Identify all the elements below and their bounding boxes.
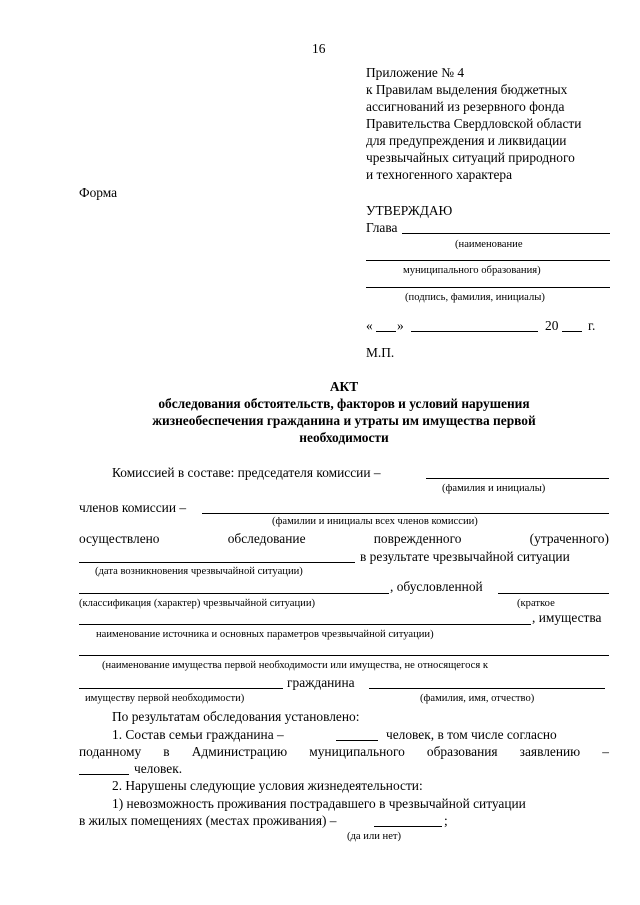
yes-no-hint: (да или нет) [347, 831, 402, 842]
appendix-line: ассигнований из резервного фонда [366, 99, 565, 114]
act-subtitle-line: необходимости [299, 430, 389, 445]
citizen-label: гражданина [287, 675, 355, 690]
approve-title: УТВЕРЖДАЮ [366, 203, 453, 218]
condition-1a: 1) невозможность проживания пострадавшего в чрезвычайной ситуации [112, 796, 526, 811]
seal-label: М.П. [366, 345, 395, 360]
source-line [79, 624, 531, 625]
members-label: членов комиссии – [79, 500, 187, 515]
brief-hint: (краткое [517, 598, 555, 609]
family-line-3: человек. [134, 761, 183, 776]
emergency-date-line [79, 562, 355, 563]
date-year-line [562, 331, 582, 332]
head-name-line [402, 233, 610, 234]
date-open: « [366, 318, 373, 333]
hint-signature: (подпись, фамилия, инициалы) [405, 292, 545, 303]
hint-name: (наименование [455, 239, 523, 250]
chair-hint: (фамилия и инициалы) [442, 483, 546, 494]
family-line-2 [79, 743, 609, 760]
members-line [202, 513, 609, 514]
property-line [79, 655, 609, 656]
appendix-line: чрезвычайных ситуаций природного [366, 150, 575, 165]
family-word: образования [426, 744, 498, 759]
family-word: – [602, 744, 609, 759]
act-subtitle-line: жизнеобеспечения гражданина и утраты им имущества первой [152, 413, 536, 428]
caused-by-label: , обусловленной [390, 579, 483, 594]
members-hint: (фамилии и инициалы всех членов комиссии) [272, 516, 478, 527]
chair-line [426, 478, 609, 479]
survey-line [79, 530, 609, 547]
family-word: поданному [79, 744, 142, 759]
results-intro: По результатам обследования установлено: [112, 709, 360, 724]
signature-line [366, 287, 610, 288]
conditions-intro: 2. Нарушены следующие условия жизнедеятельности: [112, 778, 423, 793]
application-count-line [79, 774, 129, 775]
property-hint-2: имуществу первой необходимости) [85, 693, 245, 704]
head-label: Глава [366, 220, 398, 235]
appendix-line: и техногенного характера [366, 167, 513, 182]
family-line-1a: 1. Состав семьи гражданина – [112, 727, 284, 742]
survey-word: поврежденного [373, 531, 462, 546]
year-suffix: г. [588, 318, 596, 333]
appendix-line: к Правилам выделения бюджетных [366, 82, 568, 97]
emergency-date-hint: (дата возникновения чрезвычайной ситуации) [95, 566, 303, 577]
appendix-line: Правительства Свердловской области [366, 116, 582, 131]
form-label: Форма [79, 185, 118, 200]
source-hint: наименование источника и основных параметров чрезвычайной ситуации) [96, 629, 434, 640]
property-cont-line [79, 688, 283, 689]
fio-hint: (фамилия, имя, отчество) [420, 693, 535, 704]
condition-1-end: ; [444, 813, 448, 828]
family-line-1b: человек, в том числе согласно [386, 727, 557, 742]
hint-municipal: муниципального образования) [403, 265, 541, 276]
year-prefix: 20 [545, 318, 559, 333]
page-number: 16 [312, 41, 326, 56]
property-label: , имущества [532, 610, 602, 625]
appendix-line: для предупреждения и ликвидации [366, 133, 567, 148]
survey-word: (утраченного) [529, 531, 609, 546]
emergency-result: в результате чрезвычайной ситуации [360, 549, 570, 564]
classification-hint: (классификация (характер) чрезвычайной ситуации) [79, 598, 316, 609]
municipal-line [366, 260, 610, 261]
survey-word: обследование [227, 531, 306, 546]
commission-chair-label: Комиссией в составе: председателя комиссии – [112, 465, 381, 480]
yes-no-line [374, 826, 442, 827]
brief-line [498, 593, 609, 594]
appendix-title: Приложение № 4 [366, 65, 465, 80]
citizen-line [369, 688, 605, 689]
classification-line [79, 593, 389, 594]
condition-1b: в жилых помещениях (местах проживания) – [79, 813, 337, 828]
family-word: в [163, 744, 170, 759]
property-hint-1: (наименование имущества первой необходимости или имущества, не относящегося к [102, 660, 488, 671]
date-close: » [397, 318, 404, 333]
act-subtitle-line: обследования обстоятельств, факторов и условий нарушения [158, 396, 530, 411]
family-word: заявлению [519, 744, 581, 759]
date-day-line [376, 331, 396, 332]
act-title: АКТ [329, 379, 359, 394]
family-word: Администрацию [191, 744, 288, 759]
date-month-line [411, 331, 538, 332]
family-word: муниципального [309, 744, 405, 759]
survey-word: осуществлено [79, 531, 160, 546]
family-count-line [336, 740, 378, 741]
